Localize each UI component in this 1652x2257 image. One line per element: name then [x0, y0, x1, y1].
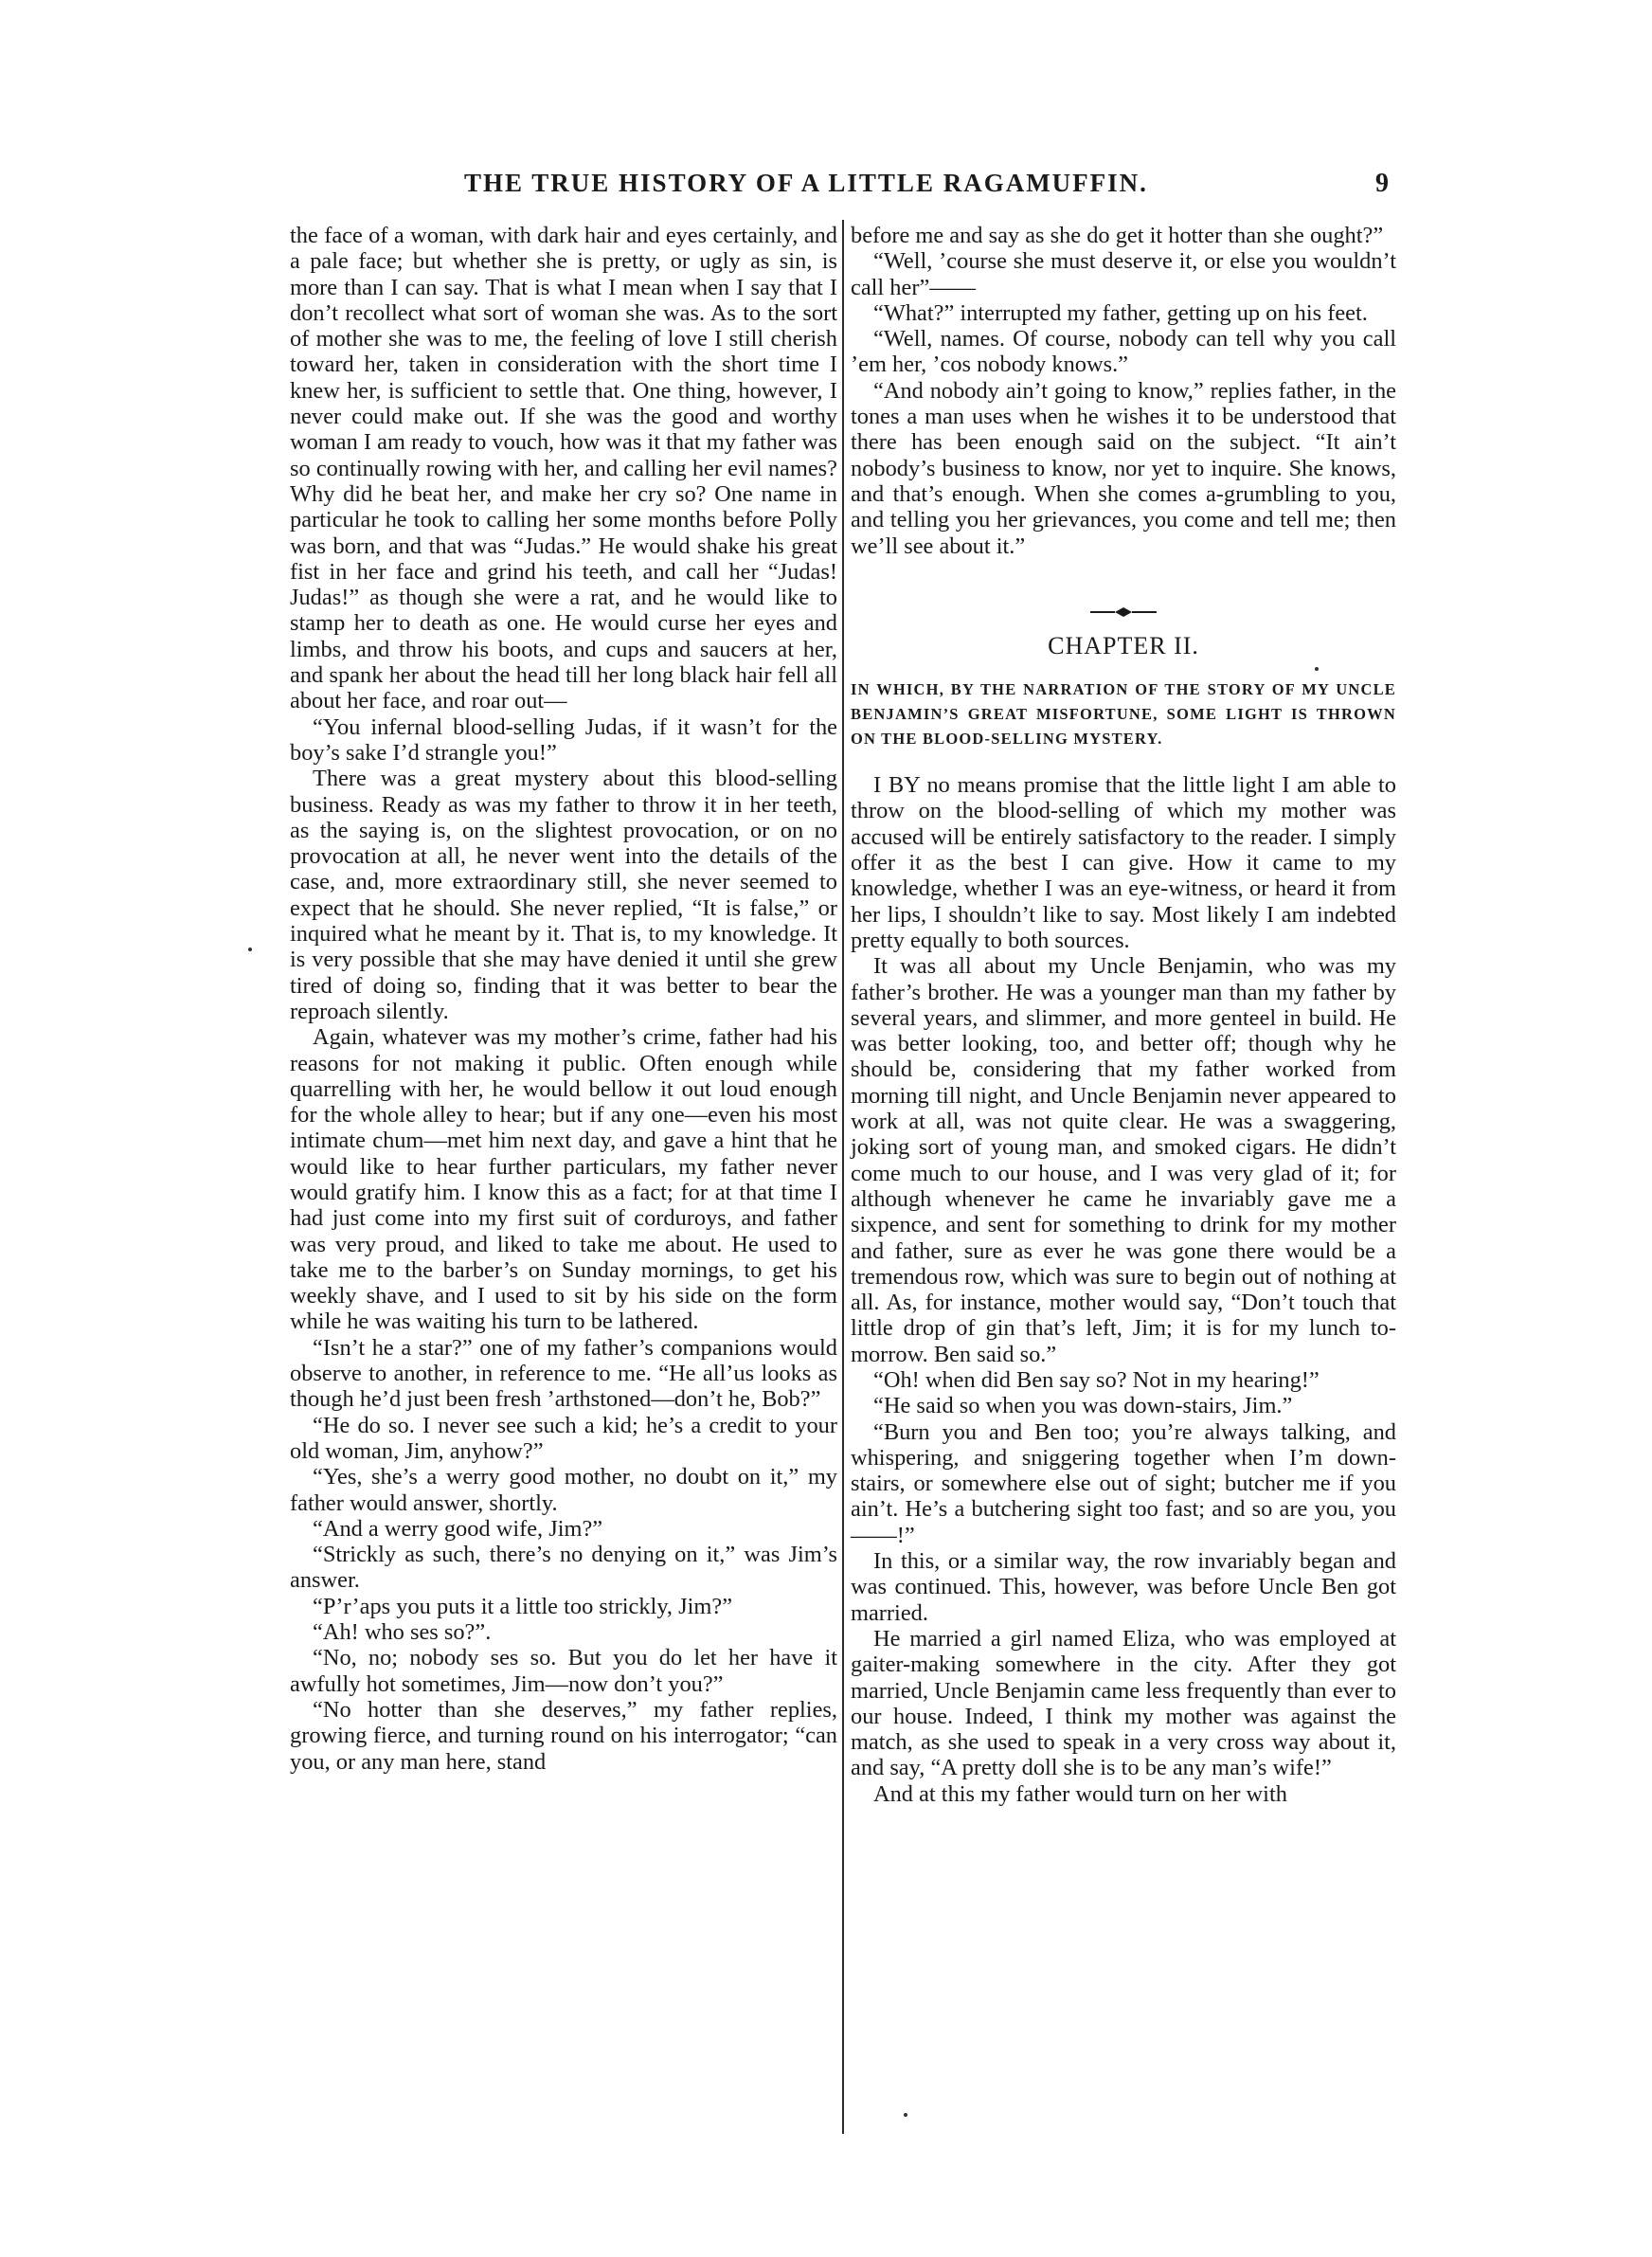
paragraph: “Oh! when did Ben say so? Not in my hearing!” — [873, 1366, 1320, 1393]
paragraph: There was a great mystery about this blood-selling business. Ready as was my father to throw it in her teeth, as the saying is, on the slightest provocation, or on no provocation at all, he never went into the details of the case, and, more extraordinary still, she never seemed to expect that he should. She never replied, “It is false,” or inquired what he meant by it. That is, to my knowledge. It is very possible that she may have denied it until she grew tired of doing so, finding that it was better to bear the reproach silently. — [290, 766, 837, 1024]
paragraph: “No hotter than she deserves,” my father replies, growing fierce, and turning round on his interrogator; “can you, or any man here, stand — [290, 1696, 837, 1775]
page-number: 9 — [1375, 169, 1389, 198]
paragraph: the face of a woman, with dark hair and eyes certainly, and a pale face; but whether she is pretty, or ugly as sin, is more than I can say. That is what I mean when I say that I don’t recollect what sort of woman she was. As to the sort of mother she was to me, the feeling of love I still cherish toward her, taken in consideration with the short time I knew her, is sufficient to settle that. One thing, however, I never could make out. If she was the good and worthy woman I am ready to vouch, how was it that my father was so continually rowing with her, and calling her evil names? Why did he beat her, and make her cry so? One name in particular he took to calling her some months before Polly was born, and that was “Judas.” He would shake his great fist in her face and grind his teeth, and call her “Judas! Judas!” as though she were a rat, and he would like to stamp her to death as one. He would curse her eyes and limbs, and throw his boots, and cups and saucers at her, and spank her about the head till her long black hair fell all about her face, and roar out— — [290, 223, 837, 714]
paragraph: “Well, ’course she must deserve it, or else you wouldn’t call her”—— — [851, 248, 1396, 300]
paragraph: “He said so when you was down-stairs, Jim.” — [873, 1393, 1293, 1419]
paragraph: He married a girl named Eliza, who was employed at gaiter-making somewhere in the city. After they got married, Uncle Benjamin came less frequently than ever to our house. Indeed, I think my mother was against the match, as she used to speak in a very cross way about it, and say, “A pretty doll she is to be any man’s wife!” — [851, 1625, 1396, 1781]
paragraph: “No, no; nobody ses so. But you do let her have it awfully hot sometimes, Jim—now don’t you?” — [290, 1645, 837, 1697]
paragraph: “Yes, she’s a werry good mother, no doubt on it,” my father would answer, shortly. — [290, 1464, 837, 1516]
chapter-title: CHAPTER II. — [1048, 631, 1199, 659]
paragraph: “And nobody ain’t going to know,” replies father, in the tones a man uses when he wishes it to be understood that there has been enough said on the subject. “It ain’t nobody’s business to know, nor yet to inquire. She knows, and that’s enough. When she comes a-grumbling to you, and telling you her grievances, you come and tell me; then we’ll see about it.” — [851, 377, 1396, 559]
paragraph: Again, whatever was my mother’s crime, father had his reasons for not making it public. Often enough while quarrelling with her, he would bellow it out loud enough for the whole alley to hear; but if any one—even his most intimate chum—met him next day, and gave a hint that he would like to hear further particulars, my father never would gratify him. I know this as a fact; for at that time I had just come into my first suit of corduroys, and father was very proud, and liked to take me about. He used to take me to the barber’s on Sunday mornings, to get his weekly shave, and I used to sit by his side on the form while he was waiting his turn to be lathered. — [290, 1024, 837, 1335]
print-speck — [248, 948, 252, 951]
paragraph: “Isn’t he a star?” one of my father’s companions would observe to another, in reference to me. “He all’us looks as though he’d just been fresh ’arthstoned—don’t he, Bob?” — [290, 1334, 837, 1413]
column-divider — [842, 220, 844, 2134]
paragraph: In this, or a similar way, the row invariably began and was continued. This, however, was before Uncle Ben got married. — [851, 1548, 1396, 1626]
paragraph: before me and say as she do get it hotter than she ought?” — [851, 223, 1384, 248]
paragraph: “Burn you and Ben too; you’re always talking, and whispering, and sniggering together when I’m down-stairs, or somewhere else out of sight; butcher me if you ain’t. He’s a butchering sight too fast; and so are you, you ——!” — [851, 1418, 1396, 1548]
paragraph: “Well, names. Of course, nobody can tell why you call ’em her, ’cos nobody knows.” — [851, 326, 1396, 378]
ornament-rule-icon — [1090, 605, 1157, 619]
paragraph: “Strickly as such, there’s no denying on it,” was Jim’s answer. — [290, 1542, 837, 1594]
paragraph: It was all about my Uncle Benjamin, who was my father’s brother. He was a younger man than my father by several years, and slimmer, and more genteel in build. He was better looking, too, and better off; though why he should be, considering that my father worked from morning till night, and Uncle Benjamin never appeared to work at all, was not quite clear. He was a swaggering, joking sort of young man, and smoked cigars. He didn’t come much to our house, and I was very glad of it; for although whenever he came he invariably gave me a sixpence, and sent for something to drink for my mother and father, sure as ever he was gone there would be a tremendous row, which was sure to begin out of nothing at all. As, for instance, mother would say, “Don’t touch that little drop of gin that’s left, Jim; it is for my lunch to-morrow. Ben said so.” — [851, 953, 1396, 1367]
paragraph: “And a werry good wife, Jim?” — [313, 1515, 603, 1542]
print-speck — [1315, 667, 1319, 671]
page-header — [464, 169, 1411, 207]
paragraph: “What?” interrupted my father, getting up on his feet. — [873, 299, 1368, 326]
section-ornament — [851, 599, 1396, 612]
left-column — [290, 223, 837, 1775]
print-speck — [904, 2113, 907, 2117]
running-title: THE TRUE HISTORY OF A LITTLE RAGAMUFFIN. — [464, 169, 1148, 197]
paragraph: “P’r’aps you puts it a little too strickly, Jim?” — [313, 1593, 733, 1619]
paragraph: “He do so. I never see such a kid; he’s a credit to your old woman, Jim, anyhow?” — [290, 1412, 837, 1464]
paragraph: “You infernal blood-selling Judas, if it wasn’t for the boy’s sake I’d strangle you!” — [290, 713, 837, 766]
paragraph: And at this my father would turn on her with — [873, 1780, 1287, 1807]
right-column — [851, 223, 1396, 1807]
chapter-subtitle: IN WHICH, BY THE NARRATION OF THE STORY OF MY UNCLE BENJAMIN’S GREAT MISFORTUNE, SOME LIGHT IS THROWN ON THE BLOOD-SELLING MYSTERY. — [851, 680, 1396, 749]
paragraph: I BY no means promise that the little light I am able to throw on the blood-selling of which my mother was accused will be entirely satisfactory to the reader. I simply offer it as the best I can give. How it came to my knowledge, whether I was an eye-witness, or heard it from her lips, I shouldn’t like to say. Most likely I am indebted pretty equally to both sources. — [851, 772, 1396, 953]
paragraph: “Ah! who ses so?”. — [313, 1619, 492, 1646]
